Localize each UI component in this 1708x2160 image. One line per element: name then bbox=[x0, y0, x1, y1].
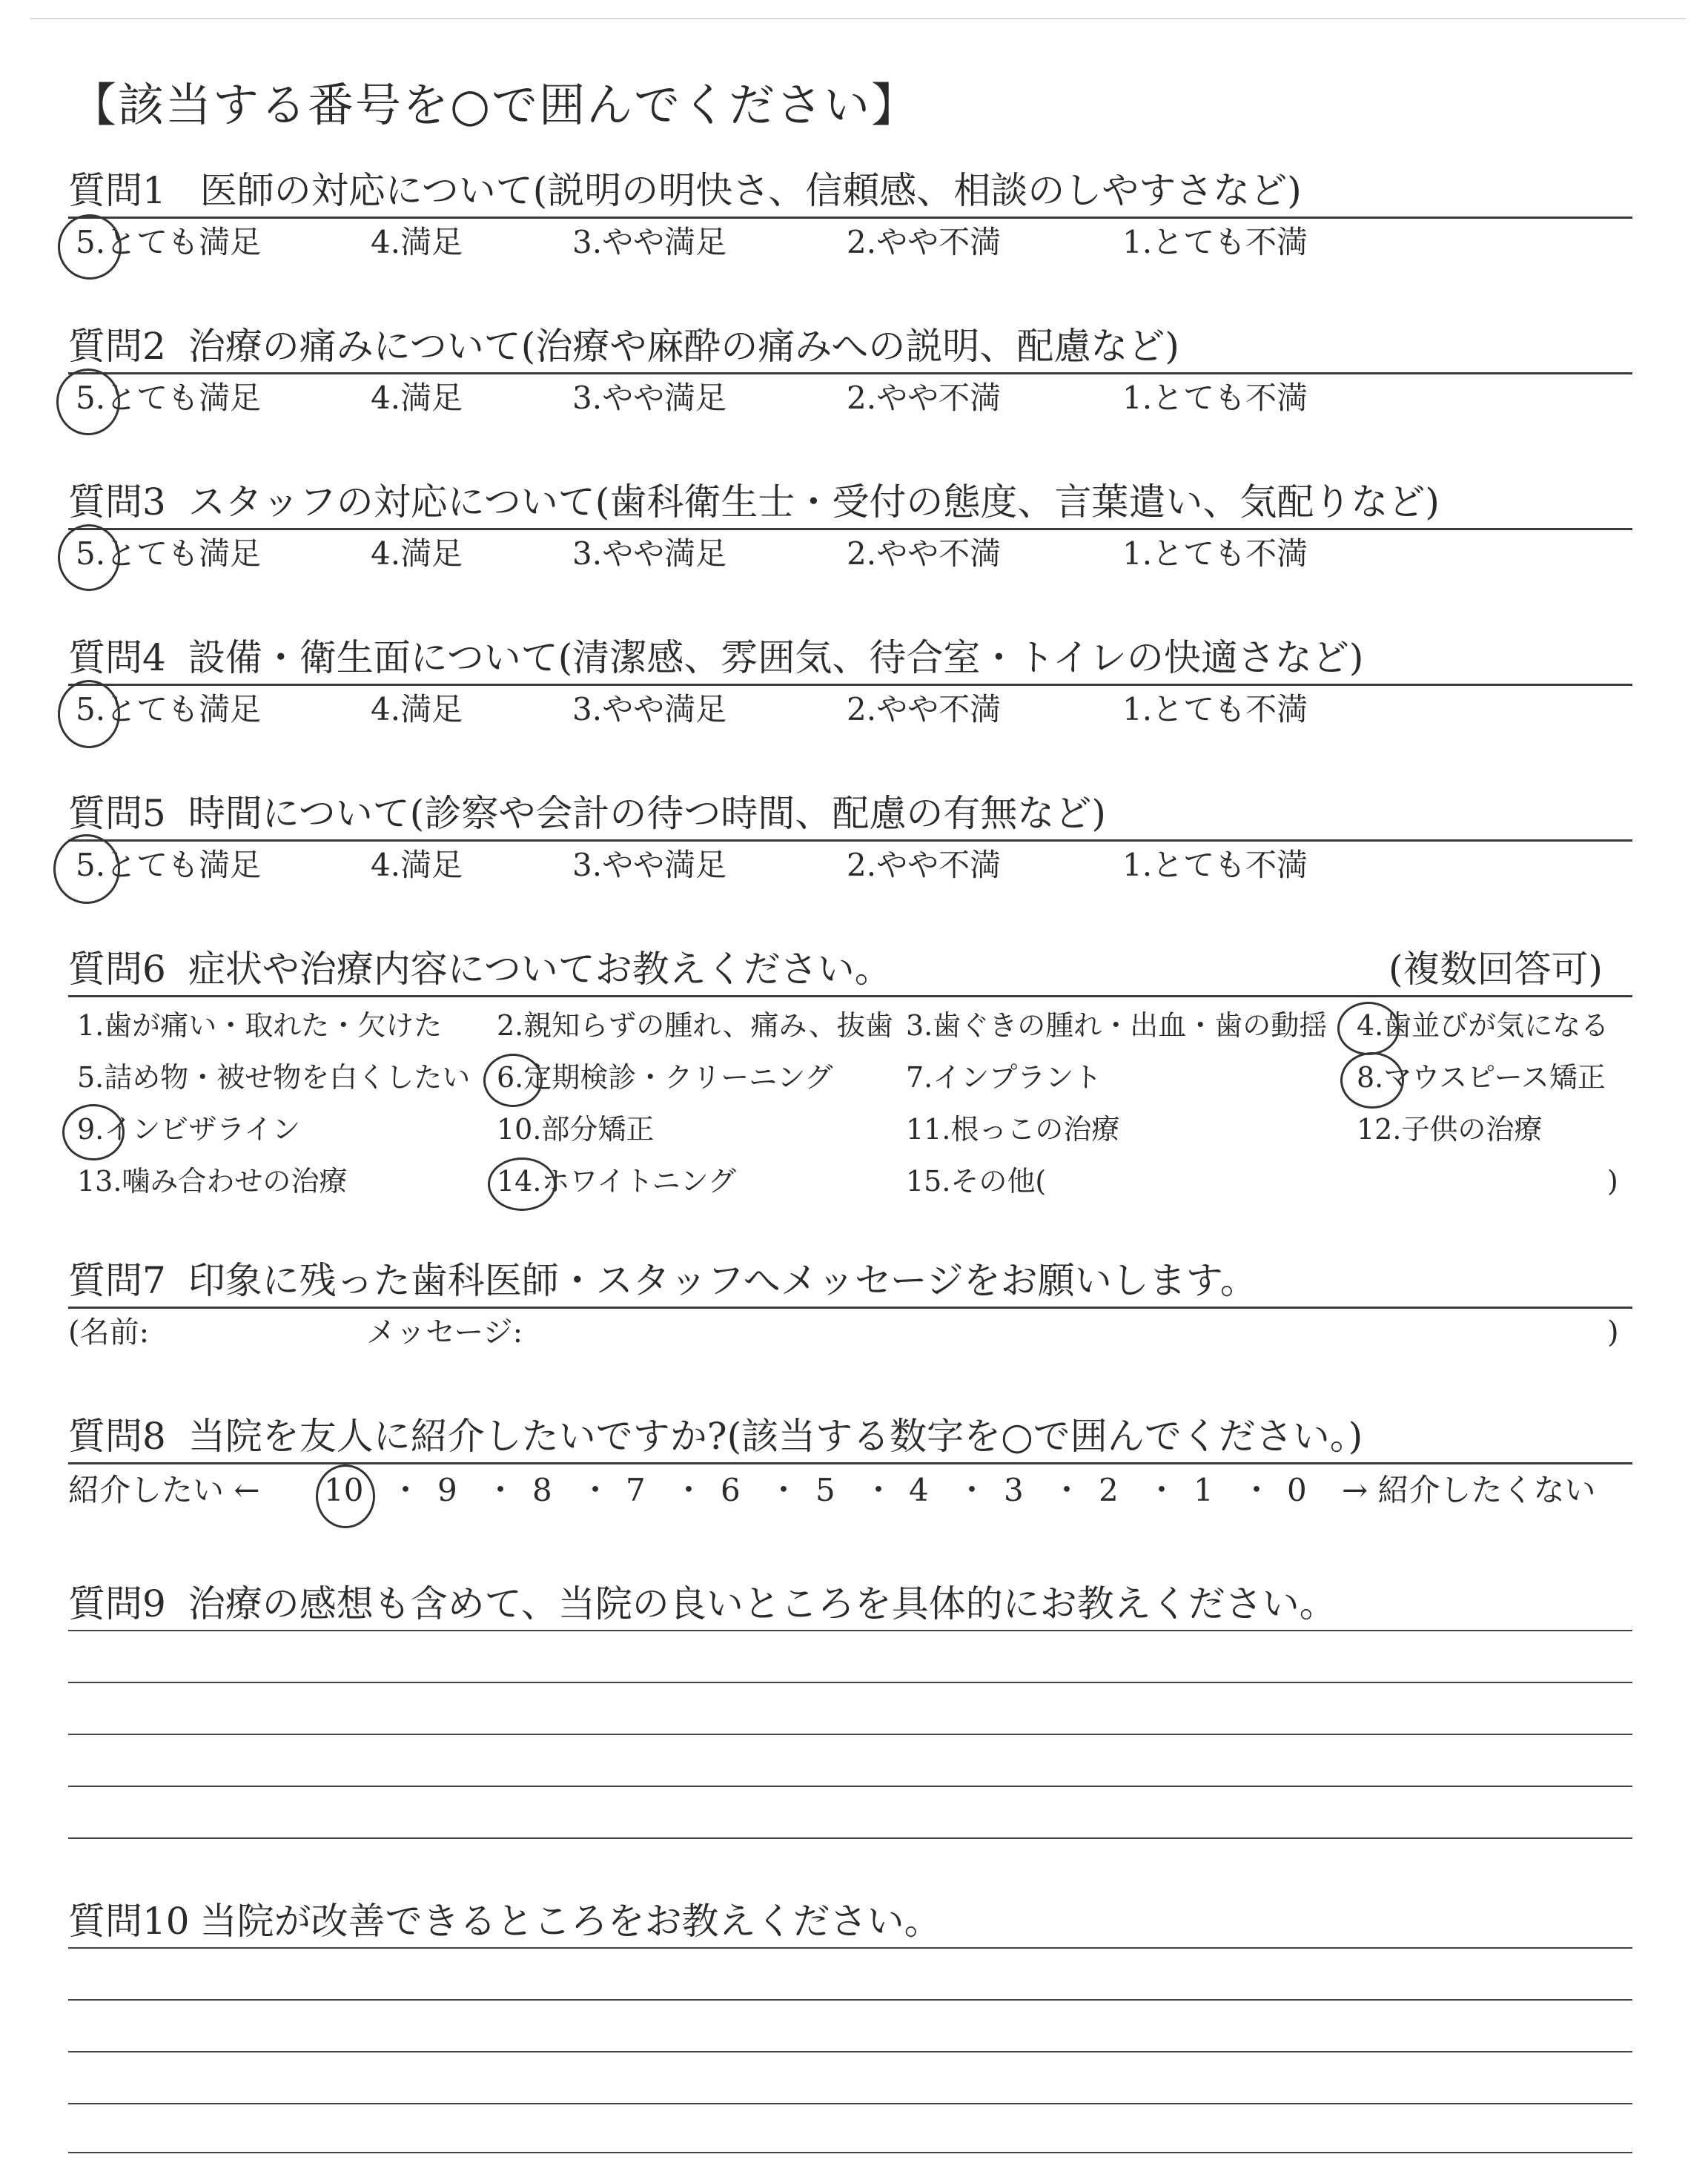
question-text: 医師の対応について(説明の明快さ、信頼感、相談のしやすさなど) bbox=[199, 169, 1302, 212]
option-2[interactable]: 2.やや不満 bbox=[847, 224, 1002, 260]
answer-line[interactable] bbox=[68, 1682, 1632, 1683]
rating-options bbox=[68, 686, 1632, 733]
question-text: 治療の痛みについて(治療や麻酔の痛みへの説明、配慮など) bbox=[188, 325, 1179, 368]
scale-sep: ・ bbox=[580, 1472, 612, 1508]
answer-line[interactable] bbox=[68, 1734, 1632, 1735]
option-5[interactable]: 5.とても満足 bbox=[76, 535, 262, 572]
question-text: 印象に残った歯科医師・スタッフへメッセージをお願いします。 bbox=[188, 1259, 1257, 1302]
question-3 bbox=[68, 476, 1632, 578]
scale-3[interactable]: 3 bbox=[1004, 1472, 1024, 1508]
option-1[interactable]: 1.とても不満 bbox=[1122, 535, 1308, 572]
question-text: スタッフの対応について(歯科衛生士・受付の態度、言葉遣い、気配りなど) bbox=[188, 480, 1440, 524]
option-4[interactable]: 4.満足 bbox=[371, 847, 463, 883]
scale-left-label: 紹介したい ← bbox=[68, 1472, 260, 1508]
question-10 bbox=[68, 1895, 1632, 1947]
question-text: 当院が改善できるところをお教えください。 bbox=[199, 1900, 941, 1943]
symptom-item-4[interactable]: 4.歯並びが気になる bbox=[1357, 1009, 1609, 1042]
symptom-item-5[interactable]: 5.詰め物・被せ物を白くしたい bbox=[77, 1061, 471, 1094]
scale-sep: ・ bbox=[673, 1472, 705, 1508]
answer-line[interactable] bbox=[68, 1786, 1632, 1787]
question-5 bbox=[68, 787, 1632, 889]
symptom-item-1[interactable]: 1.歯が痛い・取れた・欠けた bbox=[77, 1009, 443, 1042]
scale-sep: ・ bbox=[1241, 1472, 1273, 1508]
option-5[interactable]: 5.とても満足 bbox=[76, 691, 262, 727]
option-2[interactable]: 2.やや不満 bbox=[847, 535, 1002, 572]
scale-0[interactable]: 0 bbox=[1287, 1472, 1307, 1508]
question-text: 設備・衛生面について(清潔感、雰囲気、待合室・トイレの快適さなど) bbox=[188, 636, 1364, 679]
rating-options bbox=[68, 842, 1632, 889]
symptom-item-7[interactable]: 7.インプラント bbox=[906, 1061, 1102, 1094]
question-1 bbox=[68, 165, 1632, 266]
option-2[interactable]: 2.やや不満 bbox=[847, 380, 1002, 416]
symptom-item-11[interactable]: 11.根っこの治療 bbox=[906, 1113, 1120, 1146]
option-1[interactable]: 1.とても不満 bbox=[1122, 380, 1308, 416]
other-close-paren: ) bbox=[1607, 1165, 1618, 1198]
scale-7[interactable]: 7 bbox=[626, 1472, 646, 1508]
question-7 bbox=[68, 1255, 1632, 1356]
scale-6[interactable]: 6 bbox=[721, 1472, 741, 1508]
option-4[interactable]: 4.満足 bbox=[371, 691, 463, 727]
rating-options bbox=[68, 530, 1632, 578]
answer-line[interactable] bbox=[68, 1947, 1632, 1949]
option-3[interactable]: 3.やや満足 bbox=[572, 847, 727, 883]
answer-line[interactable] bbox=[68, 1630, 1632, 1631]
option-2[interactable]: 2.やや不満 bbox=[847, 847, 1002, 883]
rating-options bbox=[68, 374, 1632, 422]
page-title: 【該当する番号を○で囲んでください】 bbox=[70, 78, 919, 132]
option-5[interactable]: 5.とても満足 bbox=[76, 224, 262, 260]
answer-line[interactable] bbox=[68, 1837, 1632, 1839]
symptom-item-3[interactable]: 3.歯ぐきの腫れ・出血・歯の動揺 bbox=[906, 1009, 1328, 1042]
question-label: 質問10 bbox=[68, 1900, 190, 1943]
answer-line[interactable] bbox=[68, 2051, 1632, 2052]
question-4 bbox=[68, 632, 1632, 733]
symptom-item-15[interactable]: 15.その他( bbox=[906, 1165, 1047, 1198]
option-4[interactable]: 4.満足 bbox=[371, 380, 463, 416]
option-3[interactable]: 3.やや満足 bbox=[572, 380, 727, 416]
scale-sep: ・ bbox=[1051, 1472, 1083, 1508]
option-1[interactable]: 1.とても不満 bbox=[1122, 691, 1308, 727]
answer-line[interactable] bbox=[68, 1999, 1632, 2001]
option-3[interactable]: 3.やや満足 bbox=[572, 535, 727, 572]
symptom-item-10[interactable]: 10.部分矯正 bbox=[497, 1113, 655, 1146]
option-2[interactable]: 2.やや不満 bbox=[847, 691, 1002, 727]
rating-options bbox=[68, 219, 1632, 266]
symptom-item-6[interactable]: 6.定期検診・クリーニング bbox=[497, 1061, 833, 1094]
scale-sep: ・ bbox=[956, 1472, 988, 1508]
scale-1[interactable]: 1 bbox=[1194, 1472, 1214, 1508]
scale-sep: ・ bbox=[485, 1472, 517, 1508]
name-label[interactable]: (名前: bbox=[68, 1315, 150, 1350]
question-text: 当院を友人に紹介したいですか?(該当する数字を○で囲んでください。) bbox=[188, 1415, 1363, 1458]
scale-10[interactable]: 10 bbox=[324, 1472, 364, 1508]
question-label: 質問9 bbox=[68, 1582, 166, 1625]
scale-sep: ・ bbox=[390, 1472, 422, 1508]
answer-line[interactable] bbox=[68, 2152, 1632, 2153]
scale-8[interactable]: 8 bbox=[532, 1472, 552, 1508]
scale-sep: ・ bbox=[863, 1472, 895, 1508]
question-label: 質問3 bbox=[68, 480, 166, 524]
scale-2[interactable]: 2 bbox=[1099, 1472, 1119, 1508]
answer-line[interactable] bbox=[68, 2103, 1632, 2104]
question-label: 質問7 bbox=[68, 1259, 166, 1302]
question-text: 時間について(診察や会計の待つ時間、配慮の有無など) bbox=[188, 792, 1106, 835]
symptom-item-14[interactable]: 14.ホワイトニング bbox=[497, 1165, 737, 1198]
symptom-item-9[interactable]: 9.インビザライン bbox=[77, 1113, 301, 1146]
scale-9[interactable]: 9 bbox=[437, 1472, 457, 1508]
question-label: 質問1 bbox=[68, 169, 166, 212]
option-4[interactable]: 4.満足 bbox=[371, 535, 463, 572]
symptom-item-12[interactable]: 12.子供の治療 bbox=[1357, 1113, 1543, 1146]
top-border bbox=[30, 18, 1686, 19]
symptom-item-2[interactable]: 2.親知らずの腫れ、痛み、抜歯 bbox=[497, 1009, 893, 1042]
option-5[interactable]: 5.とても満足 bbox=[76, 847, 262, 883]
question-label: 質問6 bbox=[68, 948, 166, 991]
multiple-answers-note: (複数回答可) bbox=[1388, 948, 1603, 991]
option-1[interactable]: 1.とても不満 bbox=[1122, 847, 1308, 883]
question-text: 治療の感想も含めて、当院の良いところを具体的にお教えください。 bbox=[188, 1582, 1337, 1625]
scale-right-label: → 紹介したくない bbox=[1342, 1472, 1596, 1508]
scale-5[interactable]: 5 bbox=[815, 1472, 835, 1508]
question-6 bbox=[68, 943, 1632, 1212]
question-text: 症状や治療内容についてお教えください。 bbox=[188, 948, 892, 991]
symptom-item-8[interactable]: 8.マウスピース矯正 bbox=[1357, 1061, 1606, 1094]
message-close-paren: ) bbox=[1607, 1315, 1619, 1350]
option-1[interactable]: 1.とても不満 bbox=[1122, 224, 1308, 260]
symptom-item-13[interactable]: 13.噛み合わせの治療 bbox=[77, 1165, 348, 1198]
question-label: 質問4 bbox=[68, 636, 166, 679]
recommend-scale bbox=[68, 1464, 1632, 1516]
message-label[interactable]: メッセージ: bbox=[366, 1315, 523, 1350]
option-3[interactable]: 3.やや満足 bbox=[572, 224, 727, 260]
scale-sep: ・ bbox=[1146, 1472, 1178, 1508]
option-4[interactable]: 4.満足 bbox=[371, 224, 463, 260]
scale-4[interactable]: 4 bbox=[909, 1472, 929, 1508]
question-9 bbox=[68, 1578, 1632, 1630]
question-label: 質問8 bbox=[68, 1415, 166, 1458]
question-label: 質問2 bbox=[68, 325, 166, 368]
question-2 bbox=[68, 320, 1632, 422]
option-3[interactable]: 3.やや満足 bbox=[572, 691, 727, 727]
message-row bbox=[68, 1309, 1632, 1356]
question-8 bbox=[68, 1410, 1632, 1516]
symptom-options bbox=[68, 997, 1632, 1212]
scale-sep: ・ bbox=[768, 1472, 800, 1508]
question-label: 質問5 bbox=[68, 792, 166, 835]
option-5[interactable]: 5.とても満足 bbox=[76, 380, 262, 416]
